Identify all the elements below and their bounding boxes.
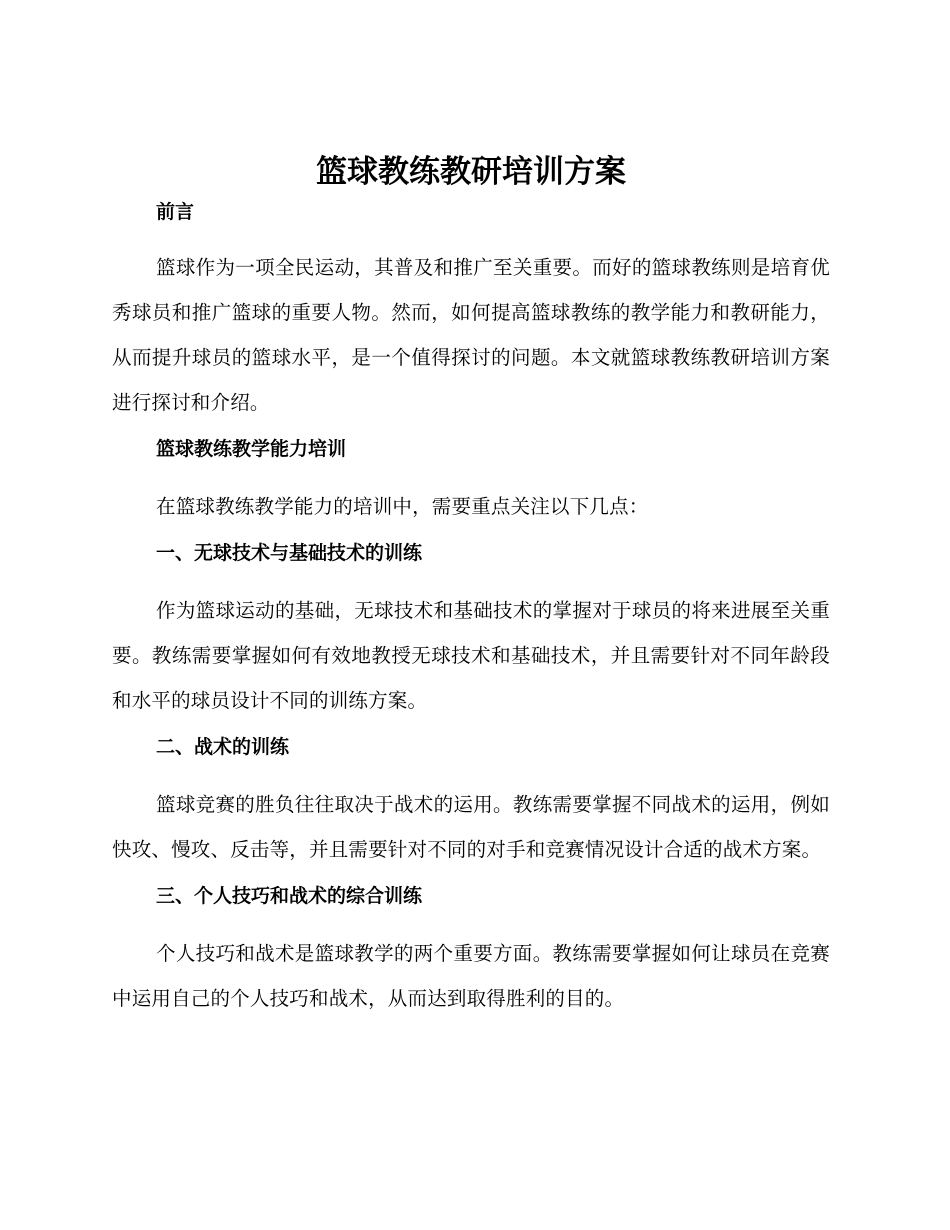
section-heading-combined-training: 三、个人技巧和战术的综合训练: [156, 885, 423, 907]
section-heading-teaching-ability: 篮球教练教学能力培训: [156, 438, 347, 460]
section-heading-tactics: 二、战术的训练: [156, 736, 290, 758]
section-heading-preface: 前言: [156, 201, 195, 223]
document-title: 篮球教练教研培训方案: [316, 154, 626, 190]
paragraph-tactics: 篮球竞赛的胜负往往取决于战术的运用。教练需要掌握不同战术的运用，例如快攻、慢攻、反击等，并且需要针对不同的对手和竞赛情况设计合适的战术方案。: [112, 793, 830, 861]
paragraph-combined-training: 个人技巧和战术是篮球教学的两个重要方面。教练需要掌握如何让球员在竞赛中运用自己的个人技巧和战术，从而达到取得胜利的目的。: [112, 942, 830, 1010]
document-page: [112, 150, 830, 1021]
paragraph-preface: 篮球作为一项全民运动，其普及和推广至关重要。而好的篮球教练则是培育优秀球员和推广篮球的重要人物。然而，如何提高篮球教练的教学能力和教研能力，从而提升球员的篮球水平，是一个值得探讨的问题。本文就篮球教练教研培训方案进行探讨和介绍。: [112, 256, 830, 414]
paragraph-teaching-ability-intro: 在篮球教练教学能力的培训中，需要重点关注以下几点：: [156, 495, 649, 518]
paragraph-basic-skills: 作为篮球运动的基础，无球技术和基础技术的掌握对于球员的将来进展至关重要。教练需要掌握如何有效地教授无球技术和基础技术，并且需要针对不同年龄段和水平的球员设计不同的训练方案。: [112, 599, 830, 712]
section-heading-basic-skills: 一、无球技术与基础技术的训练: [156, 542, 423, 564]
